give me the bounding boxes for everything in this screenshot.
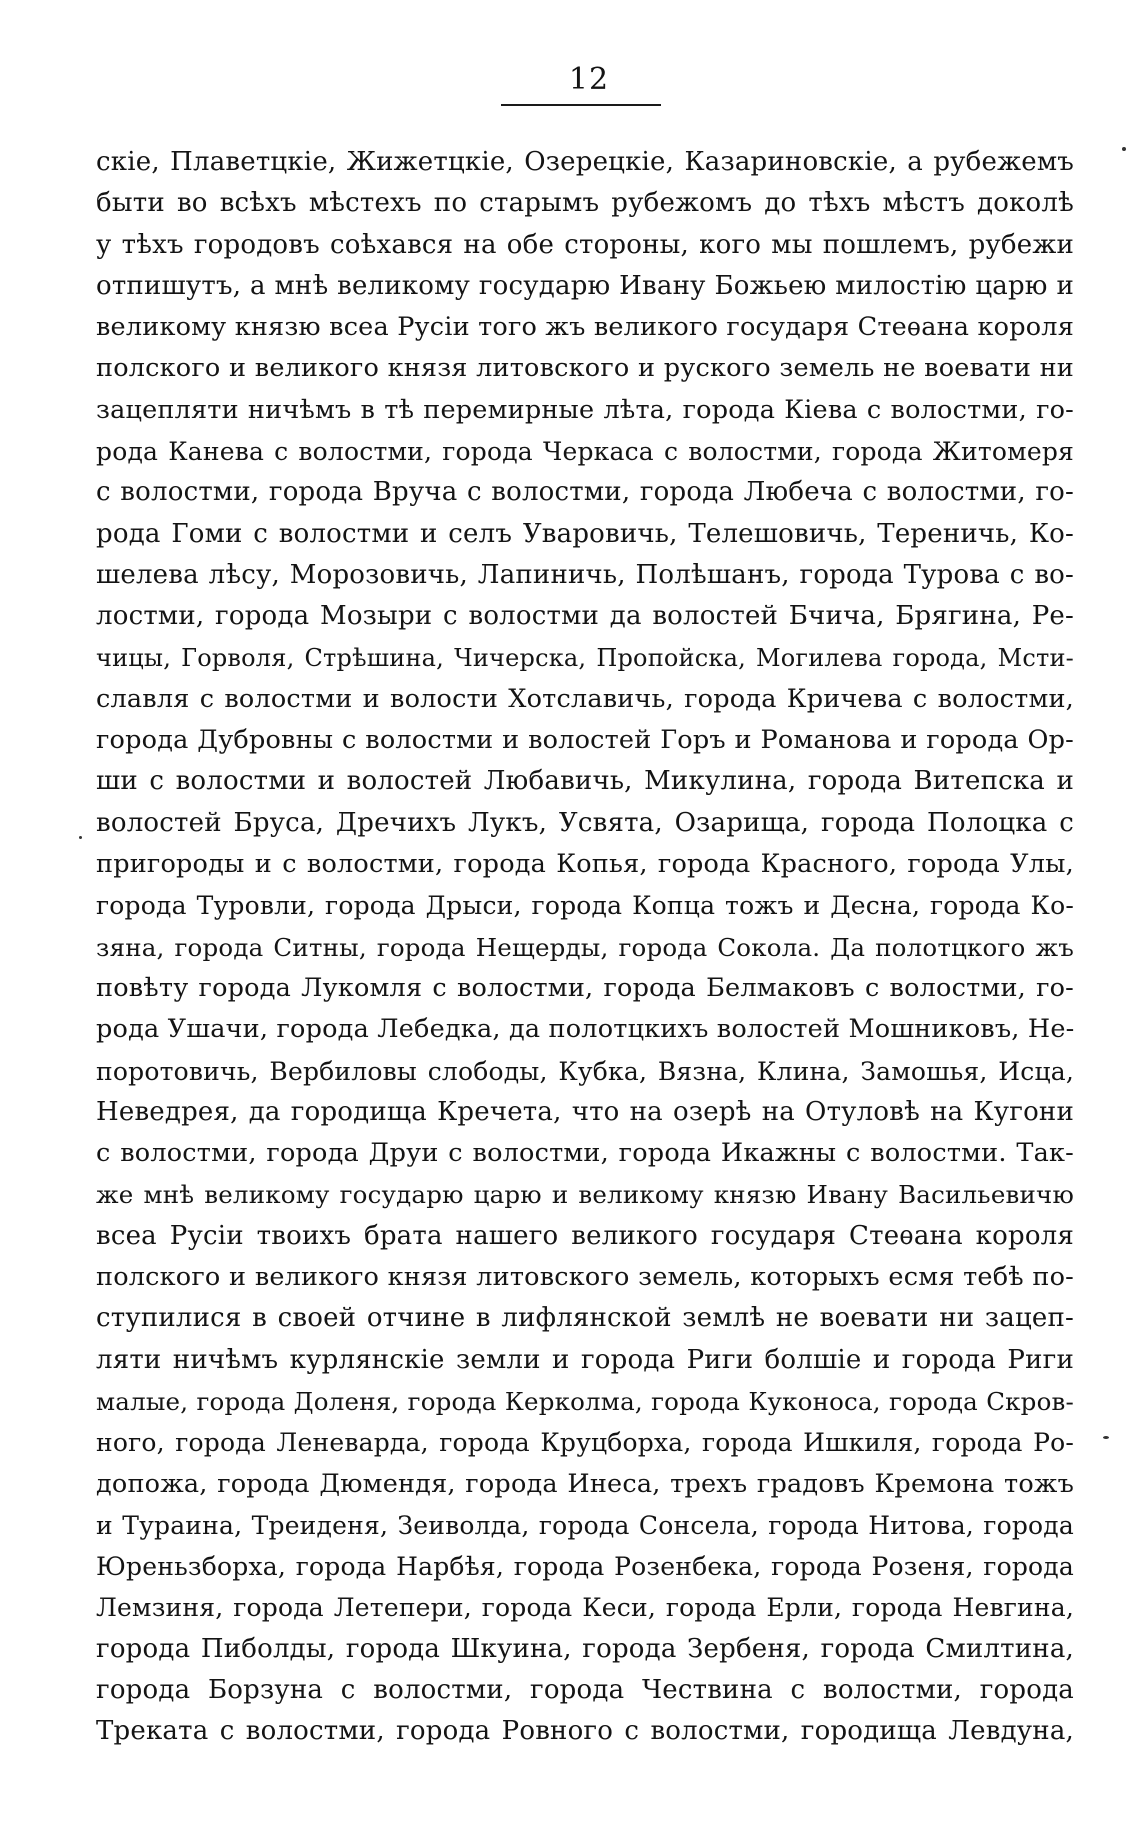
text-line: отпишутъ, а мнѣ великому государю Ивану Божьею милостію царю и xyxy=(96,270,1074,301)
text-line: зацепляти ничѣмъ в тѣ перемирные лѣта, города Кіева с волостми, го- xyxy=(96,394,1074,425)
text-line: города Борзуна с волостми, города Чествина с волостми, города xyxy=(96,1674,1074,1705)
text-line: Лемзиня, города Летепери, города Кеси, города Ерли, города Невгина, xyxy=(96,1593,1074,1623)
text-line: же мнѣ великому государю царю и великому князю Ивану Васильевичю xyxy=(96,1180,1074,1210)
text-line: малые, города Доленя, города Керколма, города Куконоса, города Скров- xyxy=(96,1386,1074,1416)
text-line: лостми, города Мозыри с волостми да волостей Бчича, Брягина, Ре- xyxy=(96,601,1074,632)
page-number: 12 xyxy=(568,62,610,97)
text-line: рода Гоми с волостми и селъ Уваровичь, Телешовичь, Тереничь, Ко- xyxy=(96,518,1074,549)
text-line: ного, города Леневарда, города Круцборха, города Ишкиля, города Ро- xyxy=(96,1428,1074,1458)
text-line: города Пиболды, города Шкуина, города Зербеня, города Смилтина, xyxy=(96,1633,1074,1664)
body-text xyxy=(96,142,1074,1753)
text-line: волостей Бруса, Дречихъ Лукъ, Усвята, Озарища, города Полоцка с xyxy=(96,807,1074,838)
text-line: ляти ничѣмъ курлянскіе земли и города Риги болшіе и города Риги xyxy=(96,1344,1074,1375)
text-line: с волостми, города Друи с волостми, города Икажны с волостми. Так- xyxy=(96,1138,1074,1169)
text-line: зяна, города Ситны, города Нещерды, города Сокола. Да полотцкого жъ xyxy=(96,932,1074,962)
text-line: с волостми, города Вруча с волостми, города Любеча с волостми, го- xyxy=(96,477,1074,508)
text-line: Неведрея, да городища Кречета, что на озерѣ на Отуловѣ на Кугони xyxy=(96,1096,1074,1127)
text-line: и Тураина, Треиденя, Зеиволда, города Сонсела, города Нитова, города xyxy=(96,1510,1074,1540)
text-line: чицы, Горволя, Стрѣшина, Чичерска, Пропойска, Могилева города, Мсти- xyxy=(96,643,1074,672)
margin-speck xyxy=(1103,1436,1109,1439)
text-line: Треката с волостми, города Ровного с волостми, городища Левдуна, xyxy=(96,1716,1074,1747)
text-line: великому князю всеа Русіи того жъ великого государя Стеѳана короля xyxy=(96,312,1074,343)
text-line: ступилися в своей отчине в лифлянской землѣ не воевати ни зацеп- xyxy=(96,1303,1074,1334)
text-line: рода Канева с волостми, города Черкаса с волостми, города Житомеря xyxy=(96,437,1074,467)
text-line: пригороды и с волостми, города Копья, города Красного, города Улы, xyxy=(96,849,1074,880)
text-line: скіе, Плаветцкіе, Жижетцкіе, Озерецкіе, Казариновскіе, а рубежемъ xyxy=(96,147,1074,177)
margin-speck xyxy=(79,836,82,839)
text-line: у тѣхъ городовъ соѣхався на обе стороны, кого мы пошлемъ, рубежи xyxy=(96,229,1074,260)
text-line: всеа Русіи твоихъ брата нашего великого государя Стеѳана короля xyxy=(96,1220,1074,1251)
text-line: полского и великого князя литовского земель, которыхъ есмя тебѣ по- xyxy=(96,1262,1074,1293)
text-line: допожа, города Дюмендя, города Инеса, трехъ градовъ Кремона тожъ xyxy=(96,1468,1074,1499)
text-line: шелева лѣсу, Морозовичь, Лапиничь, Полѣшанъ, города Турова с во- xyxy=(96,559,1074,590)
text-line: ши с волостми и волостей Любавичь, Микулина, города Витепска и xyxy=(96,766,1074,797)
text-line: повѣту города Лукомля с волостми, города Белмаковъ с волостми, го- xyxy=(96,972,1074,1003)
text-line: славля с волостми и волости Хотславичь, города Кричева с волостми, xyxy=(96,683,1074,714)
text-line: города Дубровны с волостми и волостей Горъ и Романова и города Ор- xyxy=(96,725,1074,756)
header-rule xyxy=(501,104,661,106)
text-line: быти во всѣхъ мѣстехъ по старымъ рубежомъ до тѣхъ мѣстъ доколѣ xyxy=(96,188,1074,219)
text-line: рода Ушачи, города Лебедка, да полотцкихъ волостей Мошниковъ, Не- xyxy=(96,1014,1074,1045)
margin-speck xyxy=(1122,147,1126,151)
text-line: Юреньзборха, города Нарбѣя, города Розенбека, города Розеня, города xyxy=(96,1552,1074,1582)
text-line: поротовичь, Вербиловы слободы, Кубка, Вязна, Клина, Замошья, Исца, xyxy=(96,1056,1074,1086)
text-line: города Туровли, города Дрыси, города Копца тожъ и Десна, города Ко- xyxy=(96,891,1074,921)
text-line: полского и великого князя литовского и руского земель не воевати ни xyxy=(96,353,1074,384)
